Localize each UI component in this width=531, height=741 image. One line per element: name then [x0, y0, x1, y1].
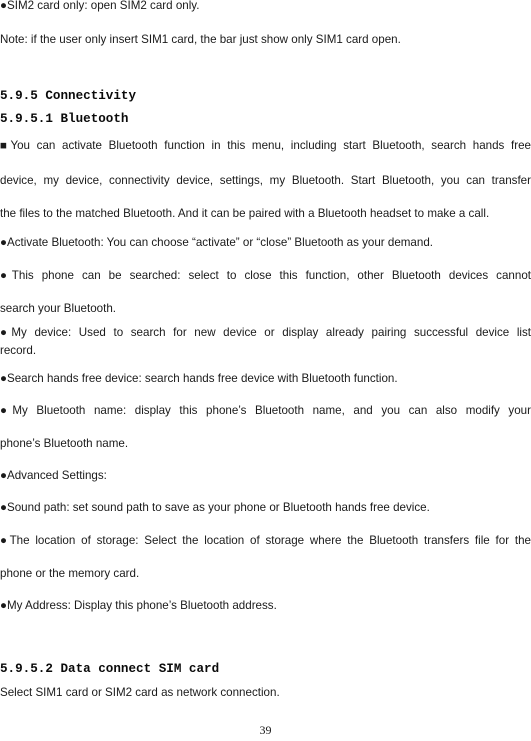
my-address-bullet: ●My Address: Display this phone’s Bluetooth address. [0, 599, 277, 612]
page-number: 39 [259, 723, 272, 737]
subsection-heading-bluetooth: 5.9.5.1 Bluetooth [0, 112, 129, 126]
my-device-bullet-line-1: ●My device: Used to search for new device or display already pairing successful device list [0, 326, 531, 339]
advanced-settings-bullet: ●Advanced Settings: [0, 469, 107, 482]
sound-path-bullet: ●Sound path: set sound path to save as your phone or Bluetooth hands free device. [0, 501, 430, 514]
bluetooth-intro-line-2: device, my device, connectivity device, settings, my Bluetooth. Start Bluetooth, you can transfer [0, 174, 531, 187]
my-bluetooth-name-line-2: phone’s Bluetooth name. [0, 437, 129, 450]
bluetooth-intro-line-1: ■You can activate Bluetooth function in this menu, including start Bluetooth, search hands free [0, 139, 531, 152]
my-bluetooth-name-line-1: ●My Bluetooth name: display this phone’s Bluetooth name, and you can also modify your [0, 404, 531, 417]
subsection-heading-data-connect-sim: 5.9.5.2 Data connect SIM card [0, 662, 220, 676]
sim1-note: Note: if the user only insert SIM1 card, the bar just show only SIM1 card open. [0, 33, 401, 46]
storage-location-line-2: phone or the memory card. [0, 567, 140, 580]
sim2-only-bullet: ●SIM2 card only: open SIM2 card only. [0, 0, 200, 12]
activate-bluetooth-bullet: ●Activate Bluetooth: You can choose “activate” or “close” Bluetooth as your demand. [0, 236, 433, 249]
bluetooth-intro-line-3: the files to the matched Bluetooth. And it can be paired with a Bluetooth headset to make a call. [0, 207, 490, 220]
storage-location-line-1: ●The location of storage: Select the location of storage where the Bluetooth transfers file for the [0, 534, 531, 547]
search-hands-free-bullet: ●Search hands free device: search hands free device with Bluetooth function. [0, 372, 398, 385]
my-device-bullet-line-2: record. [0, 344, 37, 357]
searchable-bullet-line-2: search your Bluetooth. [0, 302, 117, 315]
searchable-bullet-line-1: ●This phone can be searched: select to close this function, other Bluetooth devices cannot [0, 269, 531, 282]
data-connect-description: Select SIM1 card or SIM2 card as network connection. [0, 686, 280, 699]
section-heading-connectivity: 5.9.5 Connectivity [0, 89, 137, 103]
